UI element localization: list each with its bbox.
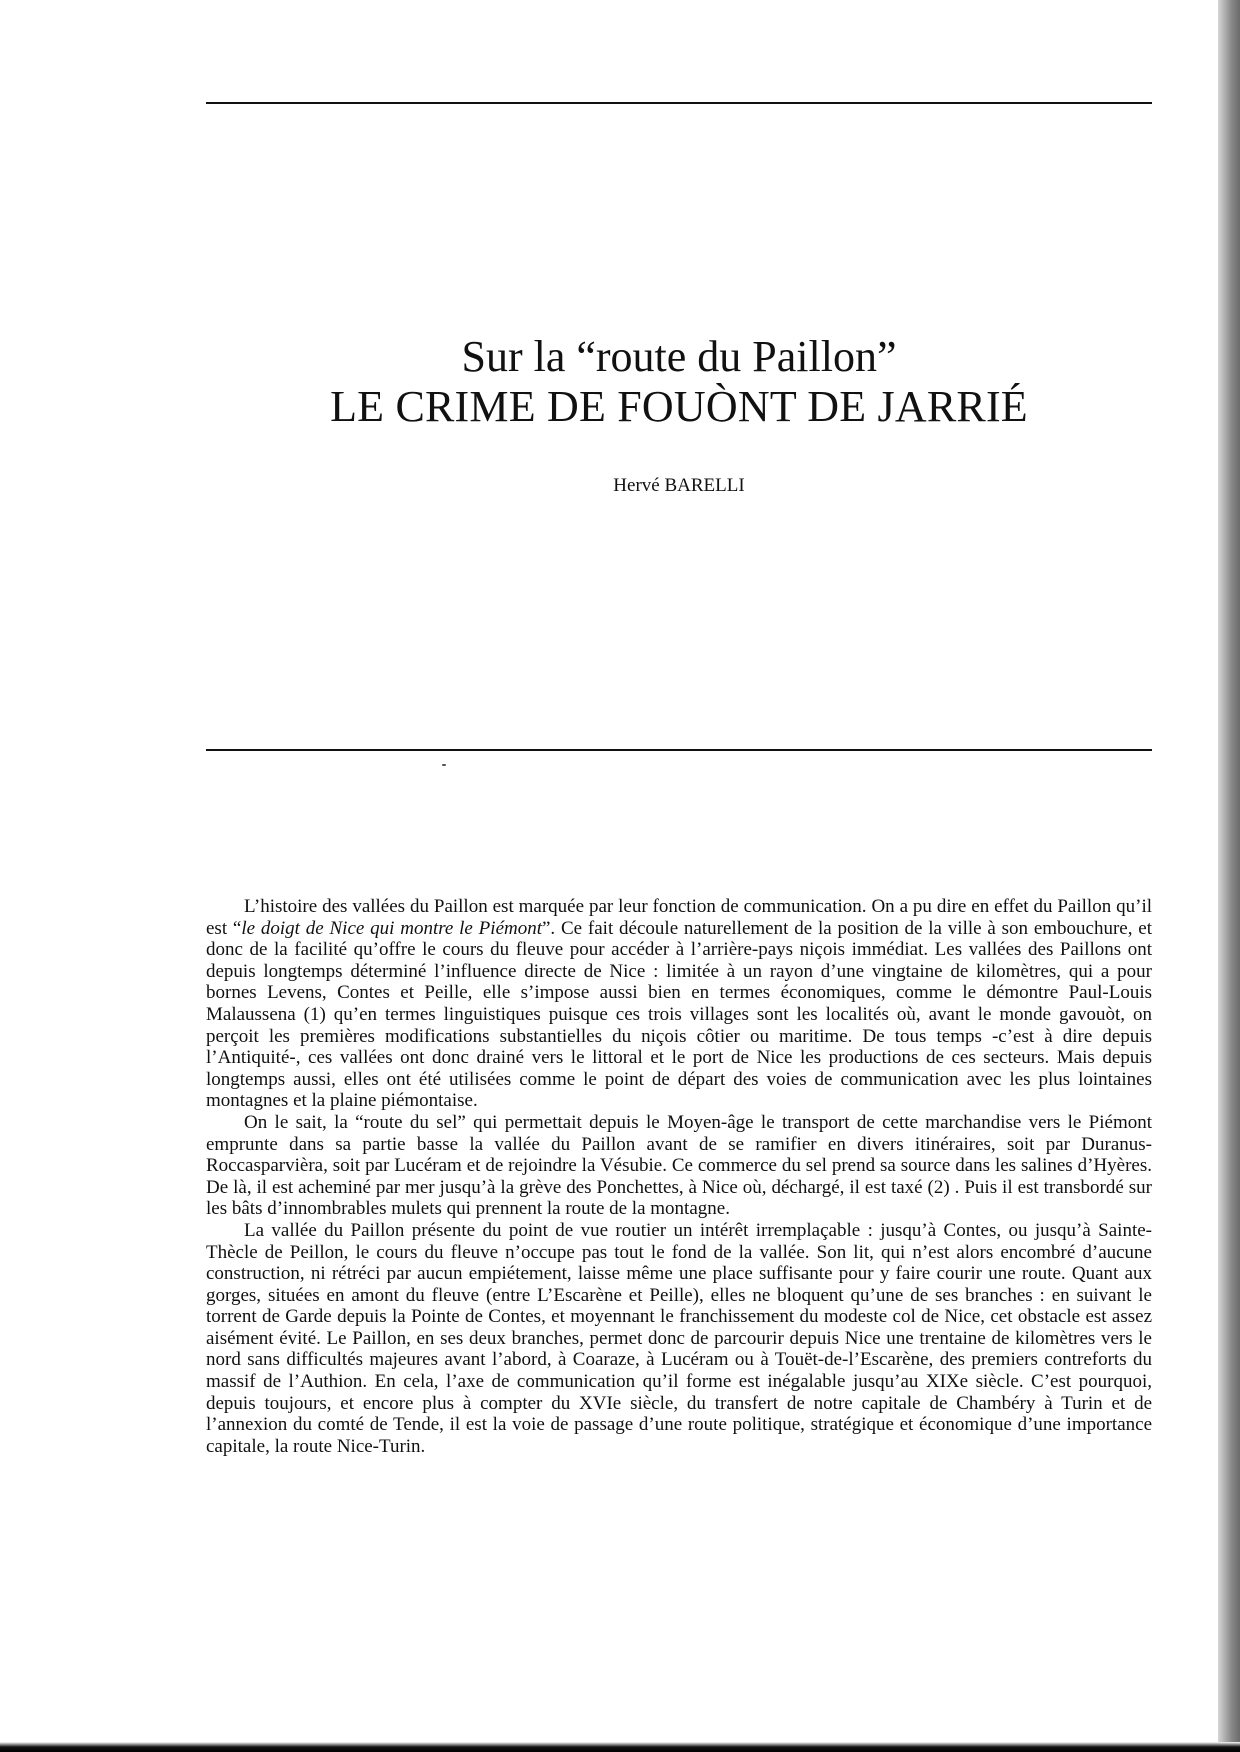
scan-speck <box>442 764 446 766</box>
article-body <box>206 896 1152 1457</box>
page-bottom-edge <box>0 1742 1240 1752</box>
paragraph-1-rest: ”. Ce fait découle naturellement de la position de la ville à son embouchure, et donc de la facilité qu’offre le cours du fleuve pour accéder à l’arrière-pays niçois immédiat. Les vallées des Paillons ont depuis longtemps déterminé l’influence directe de Nice : limitée à un rayon d’une vingtaine de kilomètres, qui a pour bornes Levens, Contes et Peille, elle s’impose aussi bien en termes économiques, comme le démontre Paul-Louis Malaussena (1) qu’en termes linguistiques puisque ces trois villages sont les localités où, avant le monde gavouòt, on perçoit les premières modifications substantielles du niçois côtier ou maritime. De tous temps -c’est à dire depuis l’Antiquité-, ces vallées ont donc drainé vers le littoral et le port de Nice les productions de ces secteurs. Mais depuis longtemps aussi, elles ont été utilisées comme le point de départ des voies de communication avec les plus lointaines montagnes et la plaine piémontaise. <box>206 917 1152 1112</box>
bottom-rule <box>206 749 1152 751</box>
title-block <box>206 332 1152 432</box>
author-name: Hervé BARELLI <box>613 475 745 496</box>
title-line-2: LE CRIME DE FOUÒNT DE JARRIÉ <box>330 382 1028 431</box>
paragraph-2: On le sait, la “route du sel” qui permettait depuis le Moyen-âge le transport de cette marchandise vers le Piémont emprunte dans sa partie basse la vallée du Paillon avant de se ramifier en divers itinéraires, soit par Duranus-Roccasparvièra, soit par Lucéram et de rejoindre la Vésubie. Ce commerce du sel prend sa source dans les salines d’Hyères. De là, il est acheminé par mer jusqu’à la grève des Ponchettes, à Nice où, déchargé, il est taxé (2) . Puis il est transbordé sur les bâts d’innombrables mulets qui prennent la route de la montagne. <box>206 1111 1152 1220</box>
top-rule <box>206 102 1152 104</box>
paragraph-3: La vallée du Paillon présente du point de vue routier un intérêt irremplaçable : jusqu’à Contes, ou jusqu’à Sainte-Thècle de Peillon, le cours du fleuve n’occupe pas tout le fond de la vallée. Son lit, qui n’est alors encombré d’aucune construction, ni rétréci par aucun empiétement, laisse même une place suffisante pour y faire courir une route. Quant aux gorges, situées en amont du fleuve (entre L’Escarène et Peille), elles ne bloquent qu’une de ses branches : en suivant le torrent de Garde depuis la Pointe de Contes, et moyennant le franchissement du modeste col de Nice, cet obstacle est assez aisément évité. Le Paillon, en ses deux branches, permet donc de parcourir depuis Nice une trentaine de kilomètres vers le nord sans difficultés majeures avant l’abord, à Coaraze, à Lucéram ou à Touët-de-l’Escarène, des premiers contreforts du massif de l’Authion. En cela, l’axe de communication qu’il forme est inégalable jusqu’au XIXe siècle. C’est pourquoi, depuis toujours, et encore plus à compter du XVIe siècle, du transfert de notre capitale de Chambéry à Turin et de l’annexion du comté de Tende, il est la voie de passage d’une route politique, stratégique et économique d’une importance capitale, la route Nice-Turin. <box>206 1219 1152 1457</box>
quote-italic: le doigt de Nice qui montre le Piémont <box>241 917 542 939</box>
paragraph-1-start: L’histoire des vallées du Paillon est marquée par leur fonction de communication. On a pu dire en effet du Paillon qu’il est “ <box>206 896 1152 939</box>
page-edge-shadow <box>1218 0 1240 1752</box>
title-line-1: Sur la “route du Paillon” <box>461 332 897 381</box>
paragraph-1 <box>206 896 1152 1112</box>
